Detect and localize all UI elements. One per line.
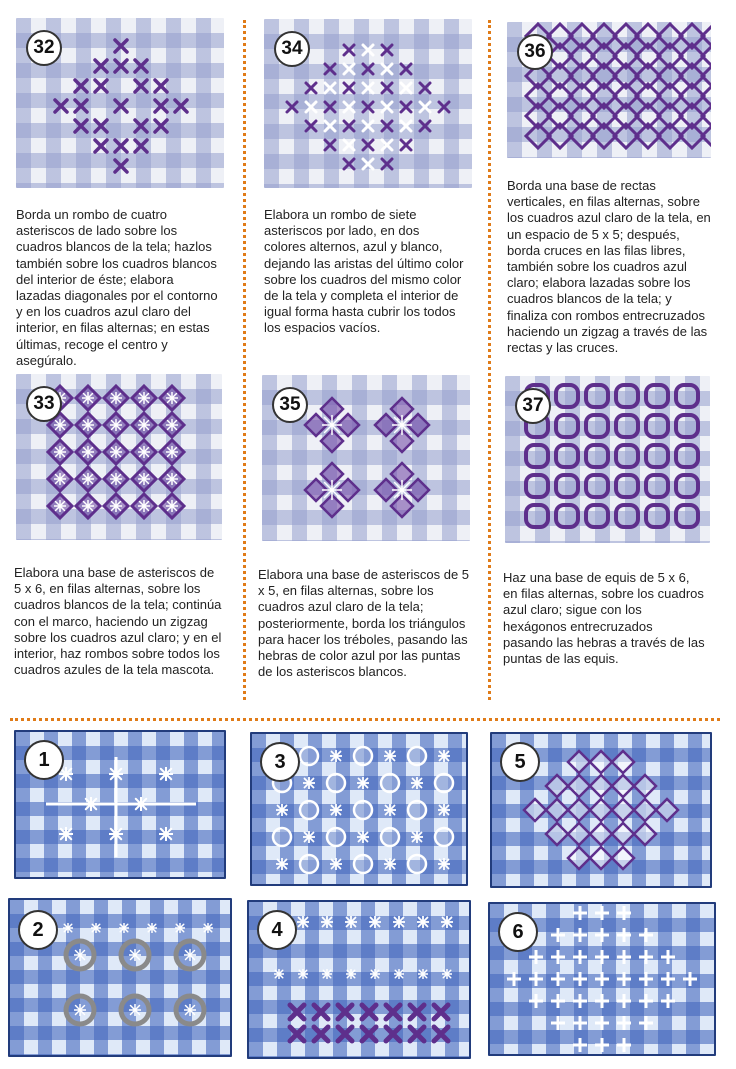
stitch-mark — [354, 801, 372, 819]
sample-34-photo — [264, 19, 472, 188]
stitch-mark — [586, 445, 608, 467]
stitch-mark — [702, 104, 711, 128]
stitch-mark — [300, 747, 318, 765]
sample-3-photo — [250, 732, 468, 886]
stitch-mark — [568, 775, 590, 797]
stitch-mark — [702, 24, 711, 48]
stitch-mark — [327, 828, 345, 846]
stitch-mark — [646, 475, 668, 497]
stitch-mark — [354, 855, 372, 873]
sample-33-photo — [16, 374, 222, 540]
stitch-mark — [612, 823, 634, 845]
sample-32-text: Borda un rombo de cuatro asteriscos de lado sobre los cuadros blancos de la tela; hazlos también sobre los cuadros blancos del interior de éste; elabora lazadas diagonales por el contorno y en los cuadros azul claro del interior, en filas alternas; en estas últimas, recoge el centro y asegúralo. — [16, 207, 218, 368]
stitch-mark — [702, 84, 711, 108]
stitch-mark — [524, 799, 546, 821]
sample-32-badge: 32 — [26, 30, 62, 66]
stitch-mark — [616, 505, 638, 527]
sample-35-photo — [262, 375, 470, 541]
stitch-mark — [646, 385, 668, 407]
stitch-mark — [702, 124, 711, 148]
sample-33-text: Elabora una base de asteriscos de 5 x 6, en filas alternas, sobre los cuadros blancos de la tela; continúa con el marco, haciendo un zigzag sobre los cuadros azul claro; y en el interior, haz rombos sobre todos los cuadros azules de la tela mascota. — [14, 565, 222, 678]
stitch-mark — [590, 847, 612, 869]
stitch-mark — [381, 774, 399, 792]
stitch-mark — [634, 799, 656, 821]
stitch-mark — [616, 415, 638, 437]
sample-37-badge: 37 — [515, 388, 551, 424]
sample-3-badge: 3 — [260, 742, 300, 782]
stitch-mark — [590, 799, 612, 821]
sample-37-text: Haz una base de equis de 5 x 6, en filas alternas, sobre los cuadros azul claro; sigue con los hexágonos entrecruzados pasando las hebras a través de las puntas de las equis. — [503, 570, 705, 667]
stitch-mark — [556, 385, 578, 407]
stitch-mark — [612, 799, 634, 821]
stitch-mark — [616, 475, 638, 497]
sample-1-badge: 1 — [24, 740, 64, 780]
stitch-mark — [590, 751, 612, 773]
sample-5-photo — [490, 732, 712, 888]
stitch-mark — [586, 505, 608, 527]
stitch-mark — [634, 823, 656, 845]
stitch-mark — [526, 505, 548, 527]
sample-37-photo — [505, 376, 710, 543]
stitch-mark — [546, 823, 568, 845]
sample-4-badge: 4 — [257, 910, 297, 950]
stitch-mark — [634, 775, 656, 797]
stitch-mark — [556, 415, 578, 437]
sample-6-photo — [488, 902, 716, 1056]
stitch-mark — [646, 415, 668, 437]
sample-35-text: Elabora una base de asteriscos de 5 x 5, en filas alternas, sobre los cuadros azul claro de la tela; posteriormente, borda los triángulos para hacer los tréboles, pasando las hebras de color azul por las puntas de los asteriscos blancos. — [258, 567, 470, 680]
stitch-mark — [676, 475, 698, 497]
stitch-mark — [526, 445, 548, 467]
stitch-mark — [568, 799, 590, 821]
stitch-mark — [676, 385, 698, 407]
sample-6-badge: 6 — [498, 912, 538, 952]
stitch-mark — [273, 828, 291, 846]
sample-4-photo — [247, 900, 471, 1059]
divider-horizontal — [10, 718, 720, 721]
stitch-mark — [327, 774, 345, 792]
sample-2-photo — [8, 898, 232, 1057]
stitch-mark — [586, 475, 608, 497]
sample-36-photo — [507, 22, 711, 158]
sample-1-photo — [14, 730, 226, 879]
stitch-mark — [408, 855, 426, 873]
sample-5-badge: 5 — [500, 742, 540, 782]
stitch-mark — [612, 847, 634, 869]
stitch-mark — [616, 445, 638, 467]
stitch-mark — [676, 505, 698, 527]
stitch-mark — [676, 445, 698, 467]
sample-2-badge: 2 — [18, 910, 58, 950]
stitch-mark — [656, 799, 678, 821]
stitch-mark — [616, 385, 638, 407]
stitch-mark — [586, 415, 608, 437]
sample-36-badge: 36 — [517, 34, 553, 70]
stitch-mark — [702, 44, 711, 68]
stitch-mark — [435, 828, 453, 846]
stitch-mark — [546, 799, 568, 821]
stitch-mark — [702, 64, 711, 88]
sample-35-badge: 35 — [272, 387, 308, 423]
stitch-mark — [556, 475, 578, 497]
stitch-mark — [612, 751, 634, 773]
sample-32-photo — [16, 18, 224, 188]
sample-33-badge: 33 — [26, 386, 62, 422]
stitch-mark — [408, 747, 426, 765]
stitch-mark — [676, 415, 698, 437]
stitch-mark — [300, 855, 318, 873]
sample-36-text: Borda una base de rectas verticales, en filas alternas, sobre los cuadros azul claro de la tela, en un espacio de 5 x 5; después, borda cruces en las filas libres, también sobre los cuadros azul claro; elabora lazadas sobre los cuadros blancos de la tela; y finaliza con rombos entrecruzados haciendo un zigzag a través de las rectas y las cruces. — [507, 178, 711, 356]
stitch-mark — [408, 801, 426, 819]
stitch-mark — [435, 774, 453, 792]
stitch-mark — [300, 801, 318, 819]
stitch-mark — [526, 475, 548, 497]
stitch-mark — [590, 775, 612, 797]
stitch-mark — [546, 775, 568, 797]
sample-34-text: Elabora un rombo de siete asteriscos por lado, en dos colores alternos, azul y blanco, dejando las aristas del último color sobre los cuadros del mismo color de la tela y completa el interior de igual forma hasta cubrir los todos los espacios vacíos. — [264, 207, 464, 336]
stitch-mark — [381, 828, 399, 846]
stitch-mark — [646, 445, 668, 467]
stitch-mark — [612, 775, 634, 797]
stitch-mark — [568, 823, 590, 845]
sample-34-badge: 34 — [274, 31, 310, 67]
stitch-mark — [556, 445, 578, 467]
divider-vertical-right — [488, 20, 491, 700]
divider-vertical-left — [243, 20, 246, 700]
stitch-mark — [556, 505, 578, 527]
stitch-mark — [590, 823, 612, 845]
stitch-mark — [646, 505, 668, 527]
stitch-mark — [568, 751, 590, 773]
stitch-mark — [354, 747, 372, 765]
stitch-mark — [568, 847, 590, 869]
stitch-mark — [586, 385, 608, 407]
